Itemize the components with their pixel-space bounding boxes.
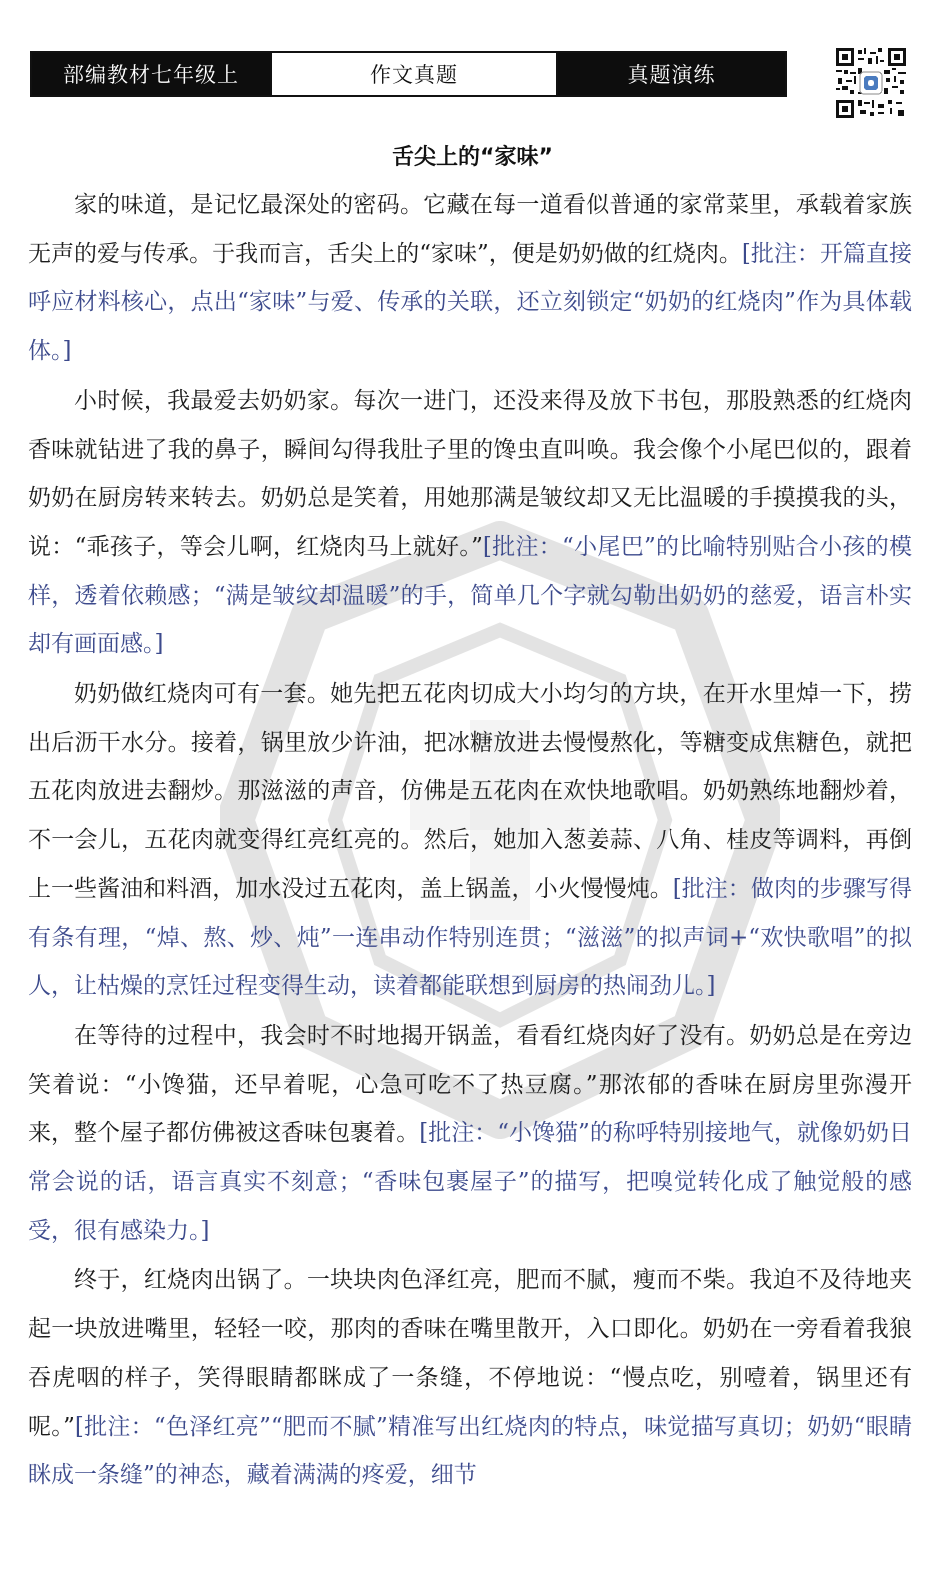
annotation-note: [批注：开篇直接呼应材料核心，点出“家味”与爱、传承的关联，还立刻锁定“奶奶的红烧肉”作为具体载体。] (28, 240, 912, 365)
header-grade-label: 部编教材七年级上 (32, 53, 270, 95)
paragraph-text: 在等待的过程中，我会时不时地揭开锅盖，看看红烧肉好了没有。奶奶总是在旁边笑着说：“小馋猫，还早着呢，心急可吃不了热豆腐。”那浓郁的香味在厨房里弥漫开来，整个屋子都仿佛被这香味包裹着。 (28, 1022, 912, 1147)
annotation-note: [批注：“小尾巴”的比喻特别贴合小孩的模样，透着依赖感；“满是皱纹却温暖”的手，简单几个字就勾勒出奶奶的慈爱，语言朴实却有画面感。] (28, 533, 912, 658)
essay-paragraph (28, 1012, 912, 1256)
paragraph-text: 小时候，我最爱去奶奶家。每次一进门，还没来得及放下书包，那股熟悉的红烧肉香味就钻进了我的鼻子，瞬间勾得我肚子里的馋虫直叫唤。我会像个小尾巴似的，跟着奶奶在厨房转来转去。奶奶总是笑着，用她那满是皱纹却又无比温暖的手摸摸我的头，说：“乖孩子，等会儿啊，红烧肉马上就好。” (28, 387, 912, 560)
paragraph-text: 终于，红烧肉出锅了。一块块肉色泽红亮，肥而不腻，瘦而不柴。我迫不及待地夹起一块放进嘴里，轻轻一咬，那肉的香味在嘴里散开，入口即化。奶奶在一旁看着我狼吞虎咽的样子，笑得眼睛都眯成了一条缝，不停地说：“慢点吃，别噎着，锅里还有呢。” (28, 1267, 912, 1440)
essay-body (28, 181, 912, 1501)
qr-code-icon (836, 48, 906, 118)
essay-paragraph (28, 377, 912, 669)
header-category-label: 作文真题 (270, 53, 558, 95)
essay-paragraph (28, 1256, 912, 1500)
annotation-note: [批注：做肉的步骤写得有条有理，“焯、熬、炒、炖”一连串动作特别连贯；“滋滋”的拟声词+“欢快歌唱”的拟人，让枯燥的烹饪过程变得生动，读着都能联想到厨房的热闹劲儿。] (28, 875, 912, 1000)
header-bar (30, 51, 787, 97)
header-practice-label: 真题演练 (558, 53, 785, 95)
essay-paragraph (28, 181, 912, 376)
annotation-note: [批注：“色泽红亮”“肥而不腻”精准写出红烧肉的特点，味觉描写真切；奶奶“眼睛眯成一条缝”的神态，藏着满满的疼爱，细节 (28, 1413, 912, 1489)
paragraph-text: 奶奶做红烧肉可有一套。她先把五花肉切成大小均匀的方块，在开水里焯一下，捞出后沥干水分。接着，锅里放少许油，把冰糖放进去慢慢熬化，等糖变成焦糖色，就把五花肉放进去翻炒。那滋滋的声音，仿佛是五花肉在欢快地歌唱。奶奶熟练地翻炒着，不一会儿，五花肉就变得红亮红亮的。然后，她加入葱姜蒜、八角、桂皮等调料，再倒上一些酱油和料酒，加水没过五花肉，盖上锅盖，小火慢慢炖。 (28, 681, 912, 902)
paragraph-text: 家的味道，是记忆最深处的密码。它藏在每一道看似普通的家常菜里，承载着家族无声的爱与传承。于我而言，舌尖上的“家味”，便是奶奶做的红烧肉。 (28, 192, 912, 267)
essay-title: 舌尖上的“家味” (392, 145, 553, 170)
essay-paragraph (28, 670, 912, 1011)
annotation-note: [批注：“小馋猫”的称呼特别接地气，就像奶奶日常会说的话，语言真实不刻意；“香味包裹屋子”的描写，把嗅觉转化成了触觉般的感受，很有感染力。] (28, 1120, 912, 1244)
